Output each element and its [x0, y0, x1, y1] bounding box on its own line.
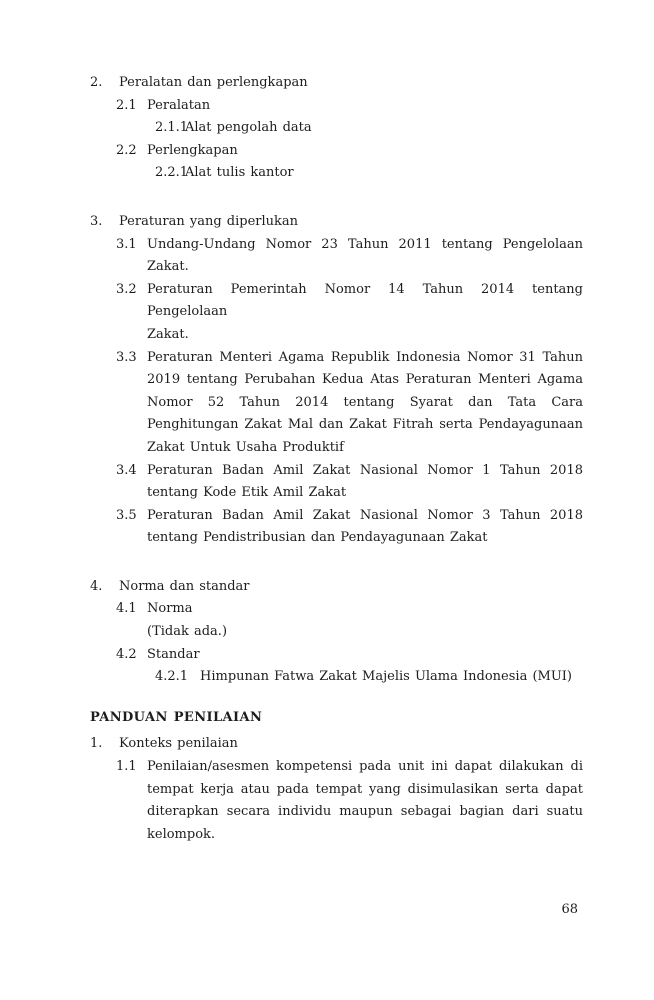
item-text-line: tentang Kode Etik Amil Zakat: [147, 485, 347, 501]
list-item-4-2: [90, 644, 583, 667]
item-number: 2.1.1: [155, 120, 189, 136]
item-text: Standar: [147, 646, 200, 662]
section-peraturan-yang-diperlukan: [90, 211, 583, 550]
list-item-3-5: [90, 505, 583, 550]
item-number: 4.1: [116, 601, 137, 617]
item-text-line: Peraturan Badan Amil Zakat Nasional Nomor 1 Tahun 2018: [147, 462, 583, 478]
item-text: Norma dan standar: [119, 578, 250, 594]
list-item-4: [90, 576, 583, 599]
list-item-2-2-1: [90, 162, 583, 185]
item-text: Konteks penilaian: [119, 736, 238, 752]
item-text-line: Nomor 52 Tahun 2014 tentang Syarat dan Tata Cara: [147, 394, 583, 410]
list-item-1: [90, 733, 583, 756]
list-item-2-1: [90, 95, 583, 118]
list-item-3-2: [90, 279, 583, 347]
item-text-line: Penghitungan Zakat Mal dan Zakat Fitrah serta Pendayagunaan: [147, 417, 583, 433]
item-number: 2.2.1: [155, 165, 189, 181]
item-text-line: diterapkan secara individu maupun sebagai bagian dari suatu: [147, 804, 583, 820]
item-number: 2.2: [116, 142, 137, 158]
item-text-line: kelompok.: [147, 826, 216, 842]
item-text-line: Undang-Undang Nomor 23 Tahun 2011 tentang Pengelolaan: [147, 236, 583, 252]
item-number: 3.1: [116, 236, 137, 252]
list-item-4-1: [90, 598, 583, 621]
section-konteks-penilaian: [90, 733, 583, 846]
page-content: [90, 72, 583, 846]
list-item-3-1: [90, 234, 583, 279]
item-number: 4.2: [116, 646, 137, 662]
item-text-line: Peraturan Pemerintah Nomor 14 Tahun 2014 tentang Pengelolaan: [147, 281, 583, 320]
item-text: Alat pengolah data: [185, 120, 312, 136]
item-text-line: Peraturan Badan Amil Zakat Nasional Nomor 3 Tahun 2018: [147, 507, 583, 523]
item-number: 3.4: [116, 462, 137, 478]
item-text: Norma: [147, 601, 193, 617]
item-text-line: Zakat Untuk Usaha Produktif: [147, 439, 344, 455]
item-number: 2.: [90, 75, 103, 90]
page-number: 68: [561, 902, 578, 917]
item-text: Perlengkapan: [147, 142, 238, 158]
item-text: Alat tulis kantor: [185, 165, 294, 181]
item-text-line: Peraturan Menteri Agama Republik Indonesia Nomor 31 Tahun: [147, 349, 583, 365]
list-item-3: [90, 211, 583, 234]
item-number: 2.1: [116, 97, 137, 113]
list-item-3-3: [90, 347, 583, 460]
item-text-line: tentang Pendistribusian dan Pendayagunaan Zakat: [147, 530, 488, 546]
item-text: Peralatan: [147, 97, 211, 113]
list-item-2-2: [90, 140, 583, 163]
item-number: 3.2: [116, 281, 137, 297]
list-item-2: [90, 72, 583, 95]
list-item-4-2-1: [90, 666, 583, 689]
item-number: 4.: [90, 578, 103, 594]
list-item-4-1-note: [90, 621, 583, 644]
section-peralatan-dan-perlengkapan: [90, 72, 583, 185]
panduan-penilaian-heading: PANDUAN PENILAIAN: [90, 709, 263, 725]
item-number: 1.: [90, 736, 103, 752]
item-text: Peralatan dan perlengkapan: [119, 75, 308, 90]
item-text-line: Penilaian/asesmen kompetensi pada unit ini dapat dilakukan di: [147, 759, 583, 775]
list-item-2-1-1: [90, 117, 583, 140]
item-number: 3.3: [116, 349, 137, 365]
item-text-line: tempat kerja atau pada tempat yang disimulasikan serta dapat: [147, 781, 583, 797]
item-text-line: Zakat.: [147, 326, 189, 342]
list-item-1-1: [90, 756, 583, 846]
item-number: 3.: [90, 213, 103, 229]
list-item-3-4: [90, 460, 583, 505]
item-number: 4.2.1: [155, 669, 189, 685]
item-text: Peraturan yang diperlukan: [119, 213, 299, 229]
item-text-line: Zakat.: [147, 259, 189, 275]
item-text: Himpunan Fatwa Zakat Majelis Ulama Indonesia (MUI): [200, 669, 572, 685]
item-text-line: 2019 tentang Perubahan Kedua Atas Peraturan Menteri Agama: [147, 372, 583, 388]
item-number: 1.1: [116, 759, 137, 775]
section-norma-dan-standar: [90, 576, 583, 689]
item-text: (Tidak ada.): [147, 624, 228, 640]
item-number: 3.5: [116, 507, 137, 523]
